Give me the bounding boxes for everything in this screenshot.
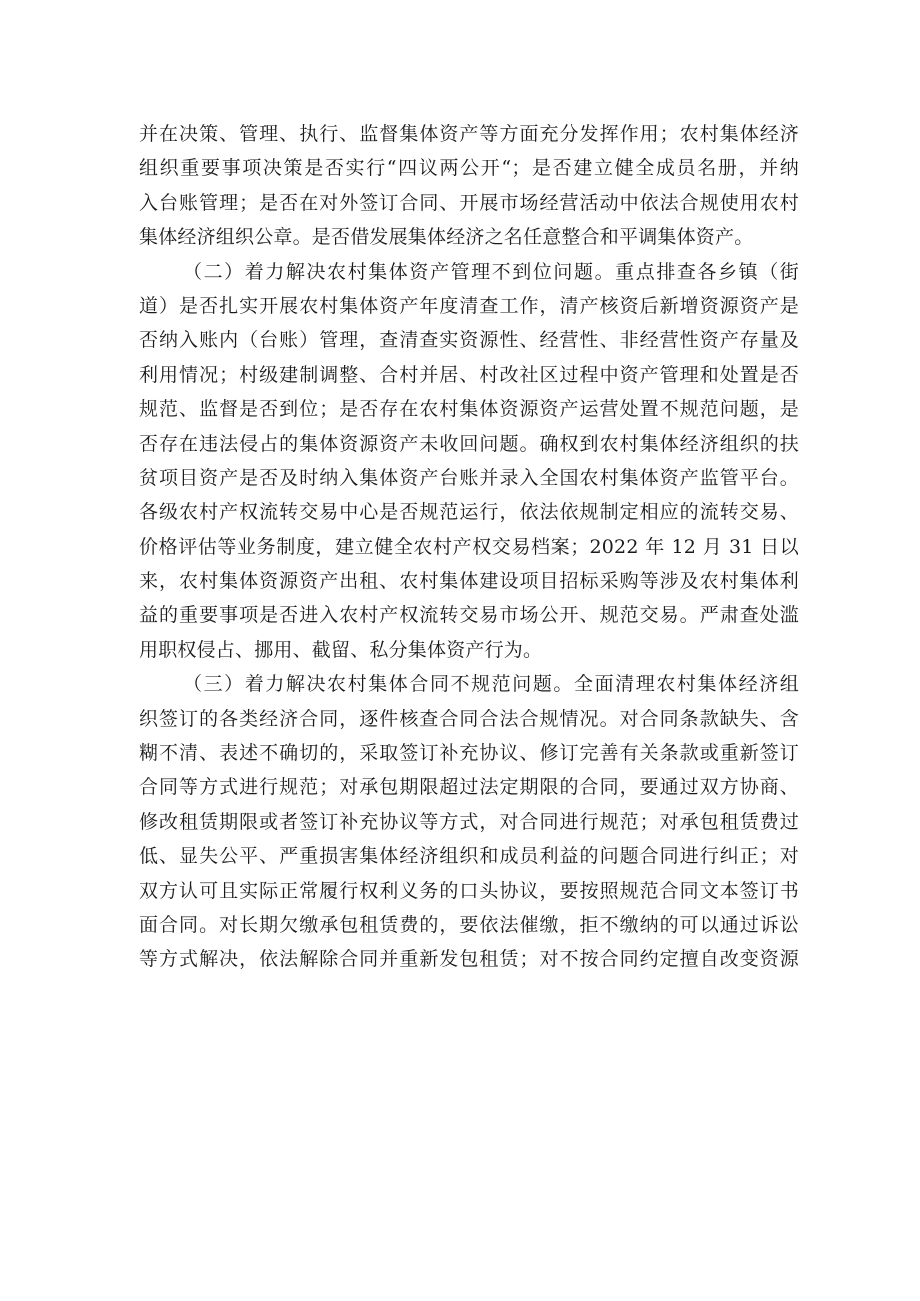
text-line: 益的重要事项是否进入农村产权流转交易市场公开、规范交易。严肃查处滥 [139,604,799,627]
text-line: 组织重要事项决策是否实行“四议两公开“；是否建立健全成员名册，并纳 [139,157,799,180]
text-line: 利用情况；村级建制调整、合村并居、村改社区过程中资产管理和处置是否 [139,363,799,386]
text-line: 用职权侵占、挪用、截留、私分集体资产行为。 [139,638,543,661]
text-line: 否纳入账内（台账）管理，查清查实资源性、经营性、非经营性资产存量及 [139,329,799,352]
text-line: 价格评估等业务制度，建立健全农村产权交易档案；2022 年 12 月 31 日以 [139,535,799,558]
text-line: （三）着力解决农村集体合同不规范问题。全面清理农村集体经济组 [183,673,799,696]
text-line: （二）着力解决农村集体资产管理不到位问题。重点排查各乡镇（街 [183,260,799,283]
text-line: 双方认可且实际正常履行权利义务的口头协议，要按照规范合同文本签订书 [139,879,799,902]
document-body [139,117,799,977]
text-line: 入台账管理；是否在对外签订合同、开展市场经营活动中依法合规使用农村 [139,191,799,214]
paragraph-3 [139,667,799,977]
text-line: 修改租赁期限或者签订补充协议等方式，对合同进行规范；对承包租赁费过 [139,810,799,833]
text-line: 等方式解决，依法解除合同并重新发包租赁；对不按合同约定擅自改变资源 [139,948,799,971]
text-line: 规范、监督是否到位；是否存在农村集体资源资产运营处置不规范问题，是 [139,398,799,421]
text-line: 合同等方式进行规范；对承包期限超过法定期限的合同，要通过双方协商、 [139,776,799,799]
text-line: 面合同。对长期欠缴承包租赁费的，要依法催缴，拒不缴纳的可以通过诉讼 [139,913,799,936]
text-line: 糊不清、表述不确切的，采取签订补充协议、修订完善有关条款或重新签订 [139,742,799,765]
text-line: 并在决策、管理、执行、监督集体资产等方面充分发挥作用；农村集体经济 [139,123,799,145]
text-line: 道）是否扎实开展农村集体资产年度清查工作，清产核资后新增资源资产是 [139,294,799,317]
text-line: 集体经济组织公章。是否借发展集体经济之名任意整合和平调集体资产。 [139,226,754,249]
text-line: 贫项目资产是否及时纳入集体资产台账并录入全国农村集体资产监管平台。 [139,466,799,489]
text-line: 来，农村集体资源资产出租、农村集体建设项目招标采购等涉及农村集体利 [139,570,799,593]
paragraph-2 [139,255,799,668]
text-line: 否存在违法侵占的集体资源资产未收回问题。确权到农村集体经济组织的扶 [139,432,799,455]
paragraph-1 [139,117,799,255]
text-line: 各级农村产权流转交易中心是否规范运行，依法依规制定相应的流转交易、 [139,501,799,524]
text-line: 织签订的各类经济合同，逐件核查合同合法合规情况。对合同条款缺失、含 [139,707,799,730]
text-line: 低、显失公平、严重损害集体经济组织和成员利益的问题合同进行纠正；对 [139,845,799,868]
